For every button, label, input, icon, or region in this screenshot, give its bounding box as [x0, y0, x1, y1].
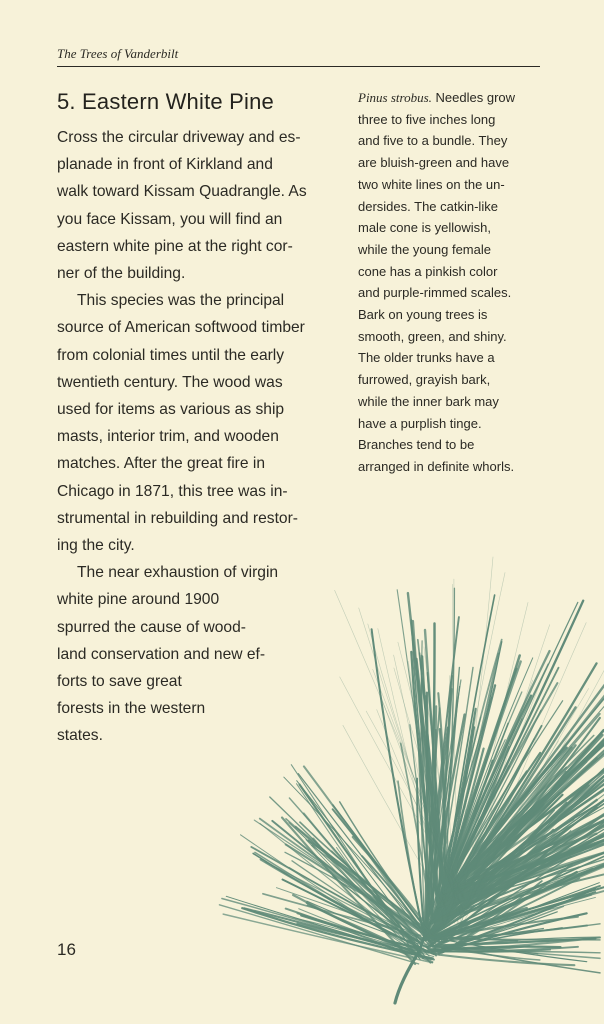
text-line: from colonial times until the early [57, 346, 285, 364]
text-line: used for items as various as ship [57, 401, 285, 419]
paragraph-1 [57, 124, 329, 287]
text-line: walk toward Kissam Quadrangle. As [57, 183, 307, 201]
text-line: The older trunks have a [358, 350, 495, 366]
text-line: Bark on young trees is [358, 307, 488, 323]
text-line: states. [57, 727, 103, 745]
text-line: eastern white pine at the right cor- [57, 237, 293, 255]
text-line: arranged in definite whorls. [358, 458, 515, 474]
text-line: two white lines on the un- [358, 176, 505, 192]
text-line: and five to a bundle. They [358, 133, 508, 149]
text-line: Cross the circular driveway and es- [57, 129, 301, 146]
text-line: Branches tend to be [358, 437, 475, 453]
text-line: smooth, green, and shiny. [358, 328, 507, 344]
text-line: planade in front of Kirkland and [57, 156, 273, 174]
text-line: spurred the cause of wood- [57, 618, 246, 636]
text-line: ner of the building. [57, 265, 186, 283]
text-line: male cone is yellowish, [358, 220, 491, 236]
text-line: matches. After the great fire in [57, 455, 266, 473]
text-line: have a purplish tinge. [358, 415, 482, 431]
scientific-name: Pinus strobus. [358, 90, 432, 105]
text-line: and purple-rimmed scales. [358, 285, 512, 301]
text-line: three to five inches long [358, 111, 496, 127]
running-head: The Trees of Vanderbilt [57, 46, 540, 67]
text-line: while the inner bark may [358, 393, 499, 409]
text-line: This species was the principal [77, 292, 285, 310]
text-line: The near exhaustion of virgin [77, 564, 279, 582]
text-line: source of American softwood timber [57, 319, 305, 337]
page-title: 5. Eastern White Pine [57, 89, 274, 114]
text-line: Chicago in 1871, this tree was in- [57, 482, 288, 500]
text-fragment: Needles grow [435, 90, 516, 105]
paragraph-2 [57, 287, 329, 559]
text-line: dersides. The catkin-like [358, 198, 498, 214]
text-line: masts, interior trim, and wooden [57, 428, 279, 446]
text-line: white pine around 1900 [57, 591, 220, 609]
text-line: are bluish-green and have [358, 155, 510, 171]
text-line: land conservation and new ef- [57, 645, 266, 663]
text-line: strumental in rebuilding and restor- [57, 509, 298, 527]
text-line: ing the city. [57, 537, 135, 555]
text-line: cone has a pinkish color [358, 263, 498, 279]
text-line: furrowed, grayish bark, [358, 372, 491, 388]
species-description [358, 87, 548, 478]
pine-needle [435, 954, 574, 965]
white-pine-branch-icon [210, 555, 604, 1015]
text-line: forts to save great [57, 673, 182, 691]
text-line: forests in the western [57, 700, 206, 718]
text-line: while the young female [358, 241, 491, 257]
pine-needles [219, 557, 604, 1003]
page-number: 16 [57, 940, 76, 959]
text-line: you face Kissam, you will find an [57, 210, 283, 228]
text-line: twentieth century. The wood was [57, 373, 283, 391]
text-line [358, 87, 548, 109]
